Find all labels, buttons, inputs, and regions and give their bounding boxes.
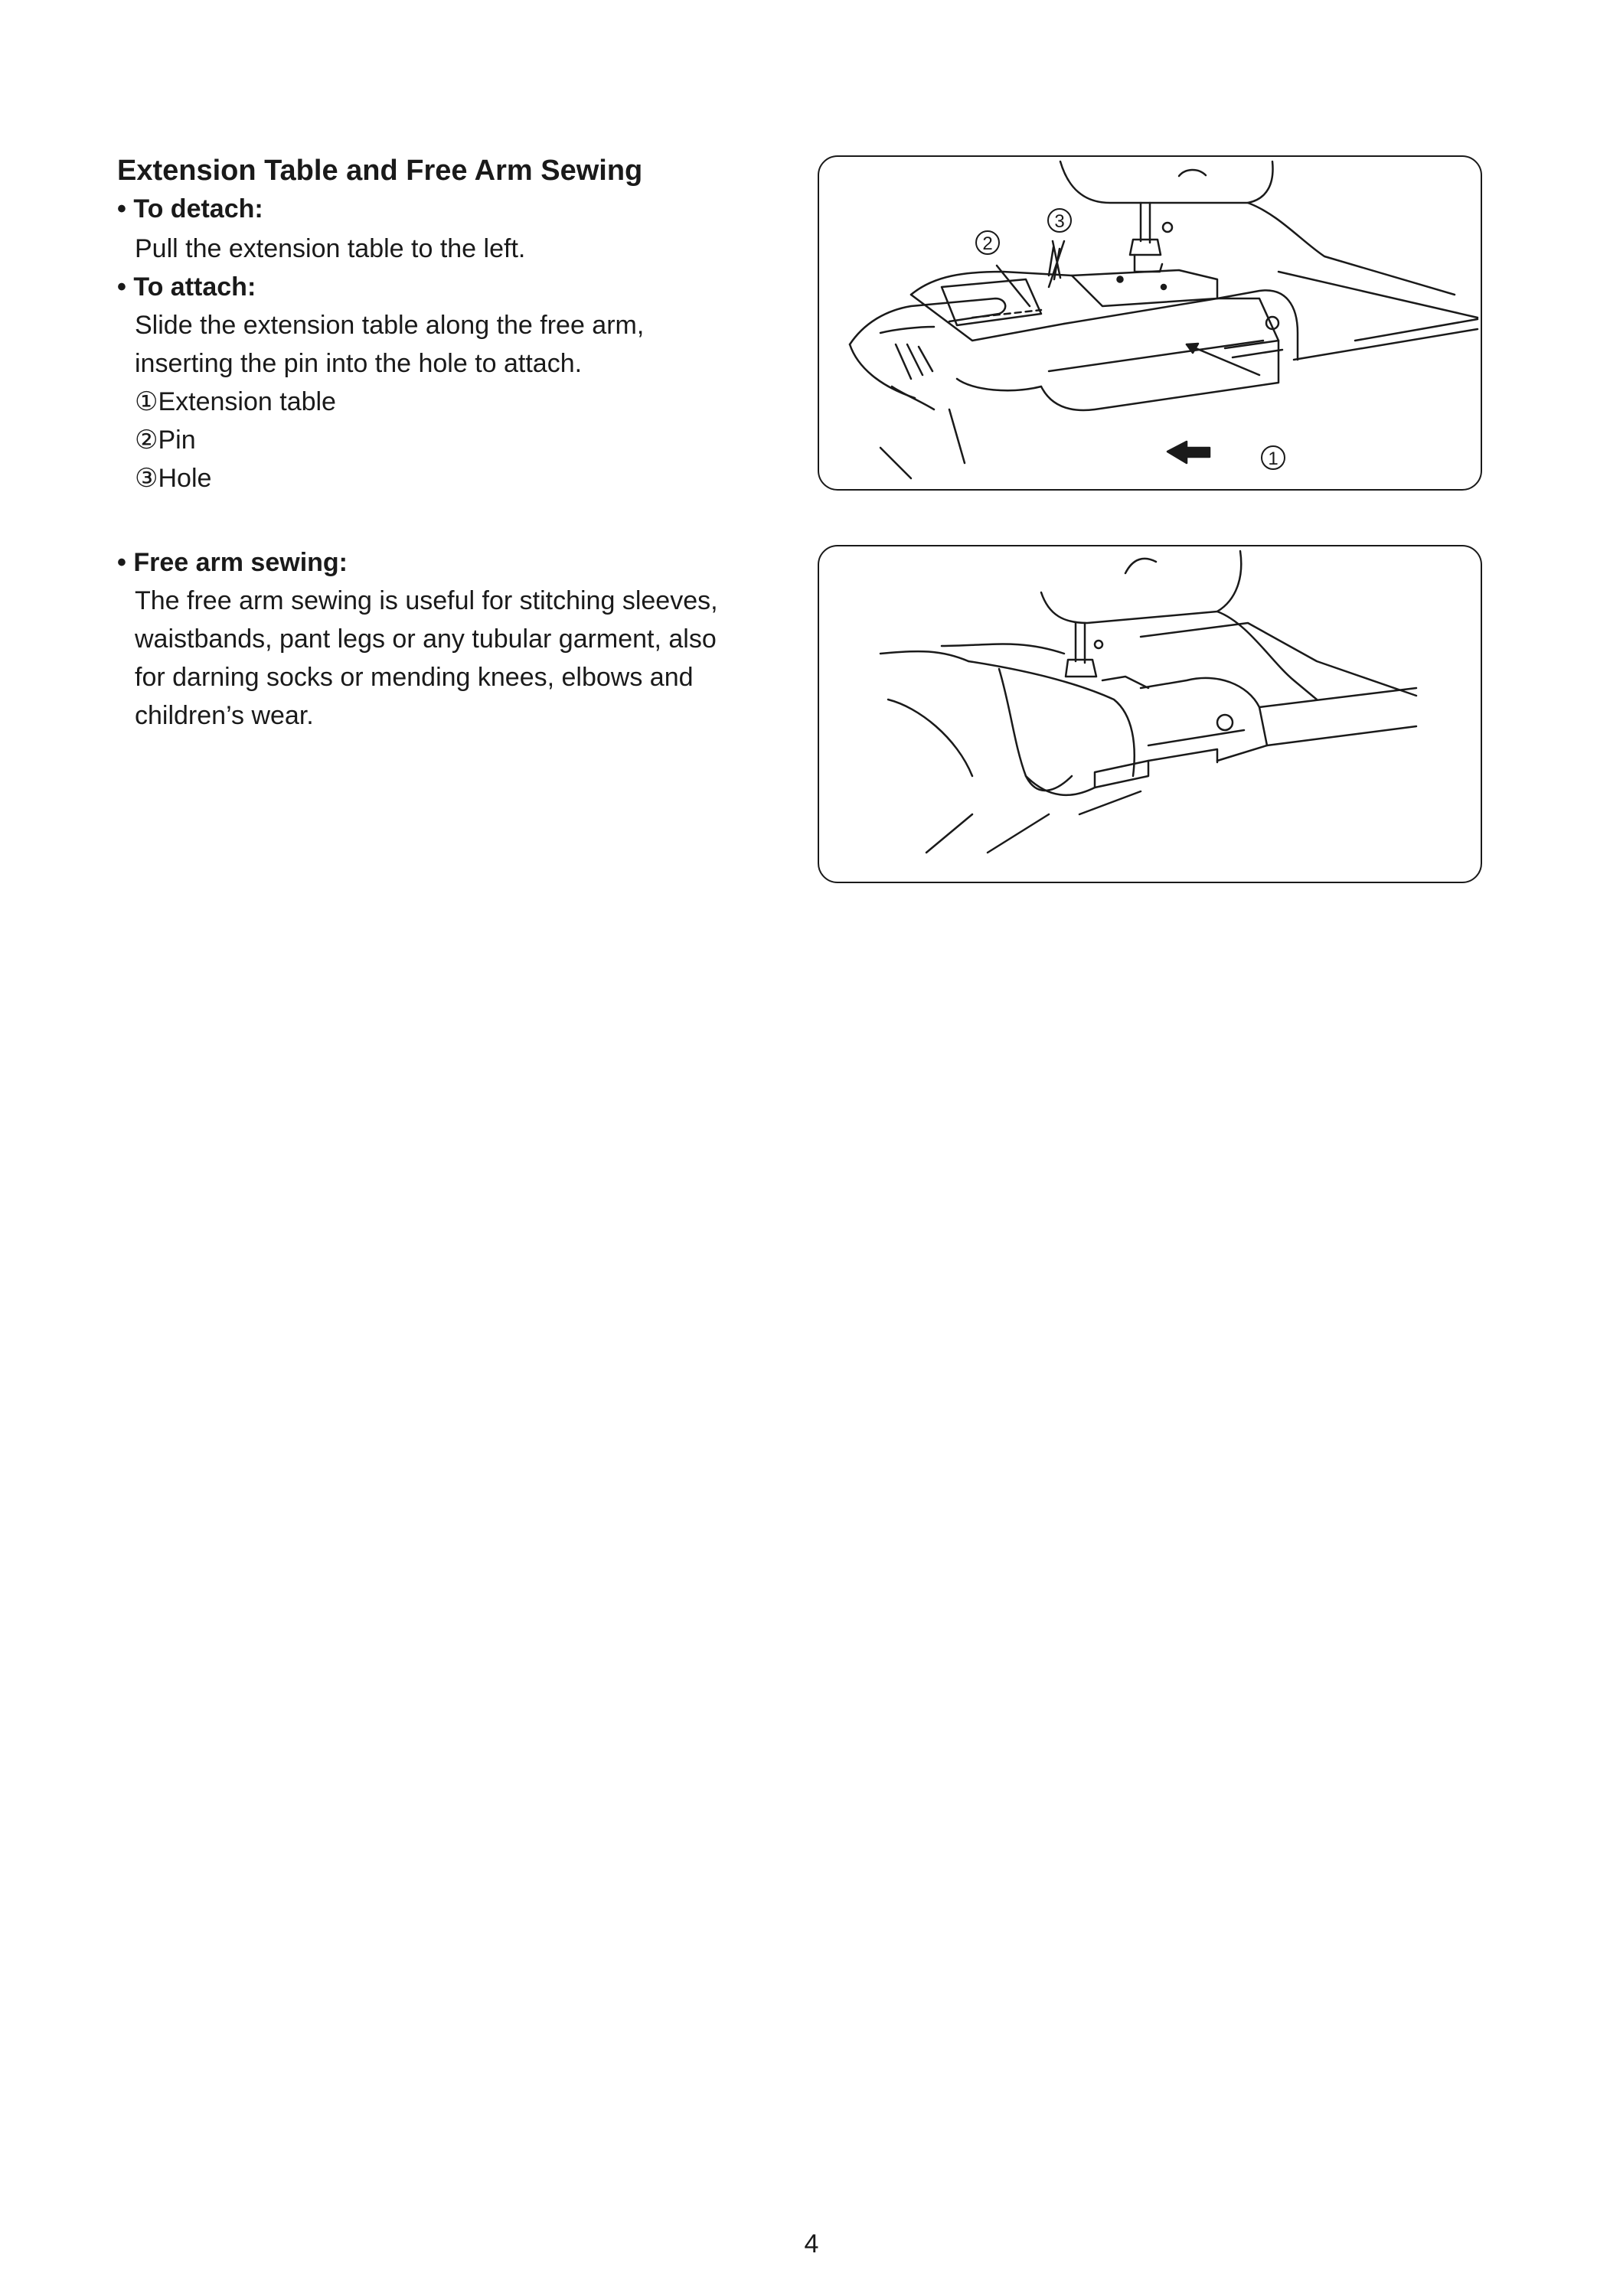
free-arm-text-line-2: waistbands, pant legs or any tubular garment, also [135,625,717,654]
free-arm-text-line-4: children’s wear. [135,701,314,730]
callout-pin: 2 [982,233,993,254]
attach-text-line-1: Slide the extension table along the free arm, [135,311,645,340]
free-arm-text-line-3: for darning socks or mending knees, elbows and [135,663,694,692]
part-extension-table: ①Extension table [135,387,336,416]
part-hole: ③Hole [135,464,212,493]
free-arm-text-line-1: The free arm sewing is useful for stitching sleeves, [135,586,718,615]
part-pin: ②Pin [135,426,196,455]
free-arm-figure [818,545,1482,883]
page-number: 4 [804,2229,819,2258]
detach-heading: • To detach: [117,194,263,223]
free-arm-heading: • Free arm sewing: [117,548,348,577]
attach-text-line-2: inserting the pin into the hole to attach. [135,349,583,378]
callout-hole: 3 [1054,211,1065,232]
section-title: Extension Table and Free Arm Sewing [117,155,643,187]
callout-extension-table: 1 [1268,448,1278,469]
attach-heading: • To attach: [117,272,256,302]
detach-text: Pull the extension table to the left. [135,234,526,263]
extension-table-figure [818,155,1482,491]
